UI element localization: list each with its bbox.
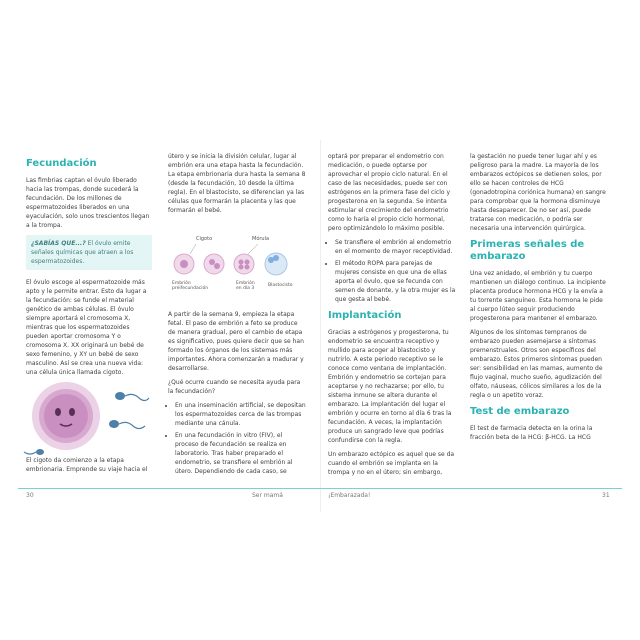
paragraph: la gestación no puede tener lugar ahí y es peligroso para la madre. La mayoría de los embarazos ectópicos se detienen solos, por ello se hacen controles de HCG (gonadotropina coriónica humana) en sangre para comprobar que la hormona disminuye hasta desaparecer. De no ser así, puede tratarse con medicación, o podría ser necesaria una intervención quirúrgica. (470, 153, 606, 232)
paragraph: Un embarazo ectópico es aquel que se da cuando el embrión se implanta en la trompa y no en el útero; sin embargo, (328, 451, 455, 476)
embryo-stages-diagram (170, 232, 294, 302)
right-col-2 (470, 152, 608, 447)
list-item: • En una inseminación artificial, se depositan los espermatozoides cerca de las trompas mediante una cánula. (175, 401, 306, 428)
left-col-2-lower (168, 310, 306, 481)
paragraph: Gracias a estrógenos y progesterona, tu endometrio se encuentra receptivo y mullido para acoger al blastocisto y nutrirlo. A este periodo receptivo se le conoce como ventana de implantación. Embrión y endometrio se cortejan para aceptarse y no rechazarse; por ello, tu sistema inmune se altera durante el embarazo. La implantación del lugar el embrión y ocurre en torno al día 6 tras la fecundación. A veces, la implantación produce un sangrado leve que podrías confundirse con la regla. (328, 329, 452, 444)
footer-rule (18, 488, 320, 489)
left-col-1 (26, 152, 152, 382)
right-col-1 (328, 152, 456, 482)
footer-rule (320, 488, 622, 489)
page-number: 31 (602, 492, 610, 499)
paragraph: Las fimbrias captan el óvulo liberado hacia las trompas, donde sucederá la fecundación. De los millones de espermatozoides liberados en una eyaculación, solo unos trescientos llegan a la trompa. (26, 177, 150, 229)
ovum-core (44, 394, 88, 438)
sperm-icon (24, 449, 44, 455)
pointer-line (190, 244, 196, 254)
label-morula: Mórula (252, 236, 270, 242)
list-item: • El método ROPA para parejas de mujeres consiste en que una de ellas aporta el óvulo, que se fecunda con semen de donante, y la otra mujer es la que gesta al bebé. (335, 259, 456, 304)
did-you-know-box (26, 235, 152, 270)
label-embrion-d3: Embrión en día 3 (236, 281, 255, 291)
page-number: 30 (26, 492, 34, 499)
paragraph: ¿Qué ocurre cuando se necesita ayuda para la fecundación? (168, 379, 301, 395)
paragraph: optará por preparar el endometrio con medicación, o puede optarse por aprovechar el propio ciclo natural. En el caso de las necesidades, puede ser con estrógenos en la primera fase del ciclo y progesterona en la segunda. Se intenta estimular el crecimiento del endometrio como lo haría el propio ciclo hormonal, pero optimizándolo lo máximo posible. (328, 153, 451, 232)
label-embrion-pre: Embrión preifecundación (172, 281, 209, 291)
paragraph: El cigoto da comienzo a la etapa embrionaria. Emprende su viaje hacia el (26, 457, 148, 473)
left-col-2 (168, 152, 306, 220)
running-title: Ser mamá (252, 492, 283, 499)
box-text: El óvulo emite señales químicas que atraen a los espermatozoides. (31, 240, 134, 265)
right-page (320, 140, 622, 512)
paragraph: útero y se inicia la división celular, lugar al embrión era una etapa hasta la fecundación. La etapa embrionaria dura hasta la semana 8 (desde la fecundación, 10 desde la última regla). En el blastocisto, se diferencian ya las células que formarán la placenta y las que formarán el bebé. (168, 153, 306, 214)
stage-day3 (234, 254, 254, 274)
heading-test-embarazo: Test de embarazo (470, 406, 570, 417)
label-cigoto: Cigoto (196, 236, 213, 242)
sperm-icon (115, 392, 149, 401)
heading-primeras-senales: Primeras señales de embarazo (470, 239, 585, 262)
box-lead: ¿SABÍAS QUE...? (31, 240, 86, 247)
ovum-illustration (22, 366, 150, 466)
heading-fecundacion: Fecundación (26, 158, 97, 169)
book-spread (18, 140, 622, 512)
sperm-icon (109, 420, 145, 429)
left-page (18, 140, 321, 512)
paragraph: El test de farmacia detecta en la orina la fracción beta de la HCG: β-HCG. La HCG (470, 425, 593, 441)
paragraph: Algunos de los síntomas tempranos de embarazo pueden asemejarse a síntomas premenstruales. Otros son específicos del embarazo. Estos primeros síntomas pueden ser: sensibilidad en las mamas, aumento de flujo vaginal, mucho sueño, agudización del olfato, náuseas, cólicos similares a los de la regla o un apetito voraz. (470, 329, 603, 399)
list-item: • En una fecundación in vitro (FIV), el proceso de fecundación se realiza en laboratorio. Tras haber preparado el endometrio, se transfiere el embrión al útero. Dependiendo de cada caso, se (175, 431, 306, 476)
help-list (168, 401, 306, 476)
heading-implantacion: Implantación (328, 310, 402, 321)
ovum-eye (69, 408, 75, 416)
running-title: ¡Embarazada! (328, 492, 371, 499)
paragraph: Una vez anidado, el embrión y tu cuerpo mantienen un diálogo continuo. La incipiente placenta produce hormona HCG y la envía a tu torrente sanguíneo. Esta hormona le pide al cuerpo lúteo seguir produciendo progesterona para mantener el embarazo. (470, 270, 606, 322)
ovum-eye (55, 408, 61, 416)
method-list (328, 238, 456, 304)
list-item: • Se transfiere el embrión al endometrio en el momento de mayor receptividad. (335, 238, 456, 256)
label-blastocisto: Blastocisto (268, 283, 293, 288)
paragraph: El óvulo escoge al espermatozoide más apto y le permite entrar. Esto da lugar a la fecundación: se funde el material genético de ambas células. El óvulo siempre aportará el cromosoma X, mientras que los espermatozoides pueden aportar cromosoma Y o cromosoma X. XX originará un bebé de sexo femenino, y XY un bebé de sexo masculino. Así se crea una nueva vida: una célula única llamada cigoto. (26, 279, 147, 376)
pointer-line (248, 244, 258, 254)
paragraph: A partir de la semana 9, empieza la etapa fetal. El paso de embrión a feto se produce de manera gradual, pero el cambio de etapa es significativo, pues quiere decir que se han formado los órganos de los sistemas más importantes. Ahora comenzarán a madurar y desarrollarse. (168, 311, 304, 372)
